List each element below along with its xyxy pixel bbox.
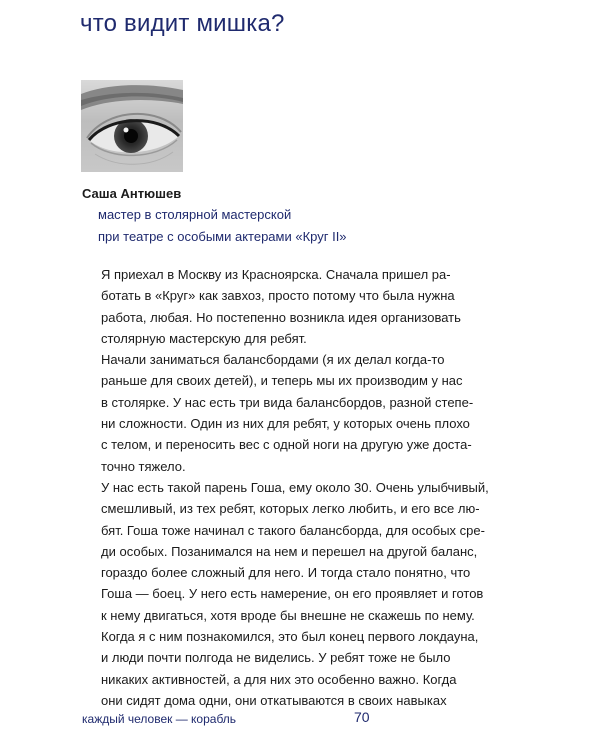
body-line: ди особых. Позанимался на нем и перешел на другой баланс, (101, 543, 478, 559)
body-line: они сидят дома одни, они откатываются в своих навыках (101, 692, 447, 708)
body-line: точно тяжело. (101, 458, 186, 474)
body-line: ни сложности. Один из них для ребят, у которых очень плохо (101, 416, 470, 432)
body-line: с телом, и переносить вес с одной ноги на другую уже доста- (101, 437, 472, 453)
body-line: к нему двигаться, хотя вроде бы внешне не скажешь по нему. (101, 607, 475, 623)
eye-icon (81, 80, 183, 172)
body-line: Гоша — боец. У него есть намерение, он его проявляет и готов (101, 586, 484, 602)
body-line: гораздо более сложный для него. И тогда стало понятно, что (101, 565, 471, 581)
author-name: Саша Антюшев (82, 186, 182, 201)
page-title: что видит мишка? (80, 10, 285, 37)
body-line: столярную мастерскую для ребят. (101, 330, 307, 346)
author-role-line-2: при театре с особыми актерами «Круг II» (98, 229, 347, 244)
body-line: никаких активностей, а для них это особенно важно. Когда (101, 671, 457, 687)
body-line: У нас есть такой парень Гоша, ему около 30. Очень улыбчивый, (101, 479, 489, 495)
body-line: бят. Гоша тоже начинал с такого балансборда, для особых сре- (101, 522, 485, 538)
body-line: работа, любая. Но постепенно возникла идея организовать (101, 309, 461, 325)
body-line: Начали заниматься балансбордами (я их делал когда-то (101, 352, 445, 368)
eye-photo (81, 80, 183, 172)
body-line: смешливый, из тех ребят, которых легко любить, и его все лю- (101, 501, 480, 517)
body-line: раньше для своих детей), и теперь мы их производим у нас (101, 373, 463, 389)
author-role-line-1: мастер в столярной мастерской (98, 207, 292, 222)
page-number: 70 (354, 709, 370, 725)
body-line: Когда я с ним познакомился, это был конец первого локдауна, (101, 629, 479, 645)
article-body (101, 264, 541, 711)
body-line: ботать в «Круг» как завхоз, просто потому что была нужна (101, 288, 455, 304)
body-line: в столярке. У нас есть три вида балансбордов, разной степе- (101, 394, 474, 410)
body-line: и люди почти полгода не виделись. У ребят тоже не было (101, 650, 451, 666)
body-line: Я приехал в Москву из Красноярска. Сначала пришел ра- (101, 267, 451, 282)
footer-book-title: каждый человек — корабль (82, 712, 237, 726)
